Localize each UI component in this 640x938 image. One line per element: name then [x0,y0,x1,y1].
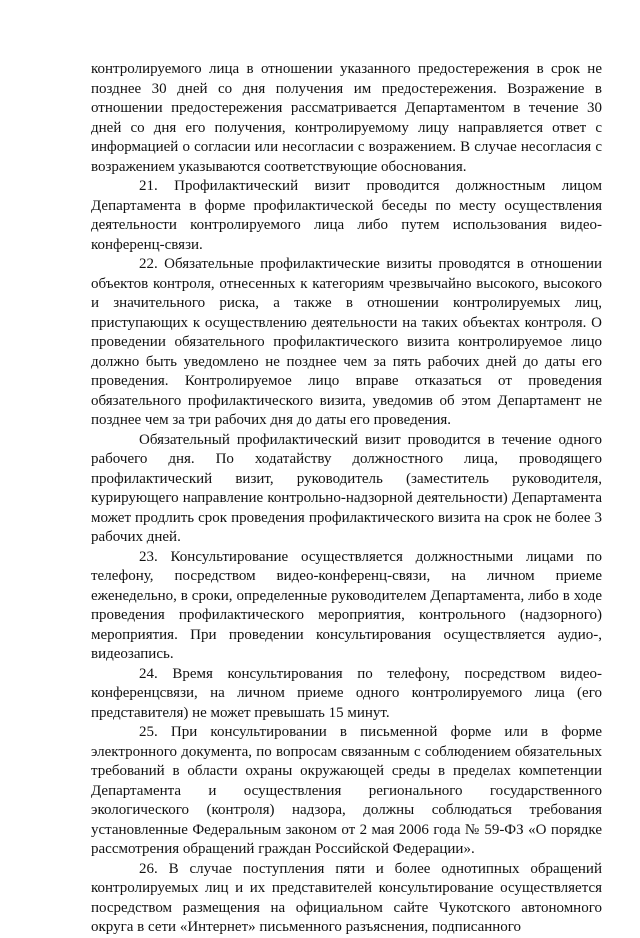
paragraph-22-cont: Обязательный профилактический визит проводится в течение одного рабочего дня. По ходатайству должностного лица, проводящего профилактический визит, руководитель (заместитель руководителя, курирующего направление контрольно-надзорной деятельности) Департамента может продлить срок проведения профилактического визита на срок не более 3 рабочих дней. [91,431,602,545]
paragraph-23: 23. Консультирование осуществляется должностными лицами по телефону, посредством видео-конференц-связи, на личном приеме еженедельно, в сроки, определенные руководителем Департамента, либо в ходе проведения профилактического мероприятия, контрольного (надзорного) мероприятия. При проведении консультирования осуществляется аудио-, видеозапись. [91,548,602,662]
document-page [91,60,602,938]
paragraph-25: 25. При консультировании в письменной форме или в форме электронного документа, по вопросам связанным с соблюдением обязательных требований в области охраны окружающей среды в пределах компетенции Департамента и осуществления регионального государственного экологического (контроля) надзора, должны соблюдаться требования установленные Федеральным законом от 2 мая 2006 года № 59-ФЗ «О порядке рассмотрения обращений граждан Российской Федерации». [91,724,602,857]
paragraph-continuation: контролируемого лица в отношении указанного предостережения в срок не позднее 30 дней со дня получения им предостережения. Возражение в отношении предостережения рассматривается Департаментом в течение 30 дней со дня его получения, контролируемому лицу направляется ответ с информацией о согласии или несогласии с возражением. В случае несогласия с возражением указываются соответствующие обоснования. [91,61,602,175]
paragraph-24: 24. Время консультирования по телефону, посредством видео-конференцсвязи, на личном приеме одного контролируемого лица (его представителя) не может превышать 15 минут. [91,665,602,721]
paragraph-26: 26. В случае поступления пяти и более однотипных обращений контролируемых лиц и их представителей консультирование осуществляется посредством размещения на официальном сайте Чукотского автономного округа в сети «Интернет» письменного разъяснения, подписанного [91,860,602,935]
paragraph-22: 22. Обязательные профилактические визиты проводятся в отношении объектов контроля, отнесенных к категориям чрезвычайно высокого, высокого и значительного риска, а также в отношении контролируемых лиц, приступающих к осуществлению деятельности на таких объектах контроля. О проведении обязательного профилактического визита контролируемое лицо должно быть уведомлено не позднее чем за пять рабочих дней до даты его проведения. Контролируемое лицо вправе отказаться от проведения обязательного профилактического визита, уведомив об этом Департамент не позднее чем за три рабочих дня до даты его проведения. [91,256,602,428]
paragraph-21: 21. Профилактический визит проводится должностным лицом Департамента в форме профилактической беседы по месту осуществления деятельности контролируемого лица либо путем использования видео-конференц-связи. [91,178,602,253]
